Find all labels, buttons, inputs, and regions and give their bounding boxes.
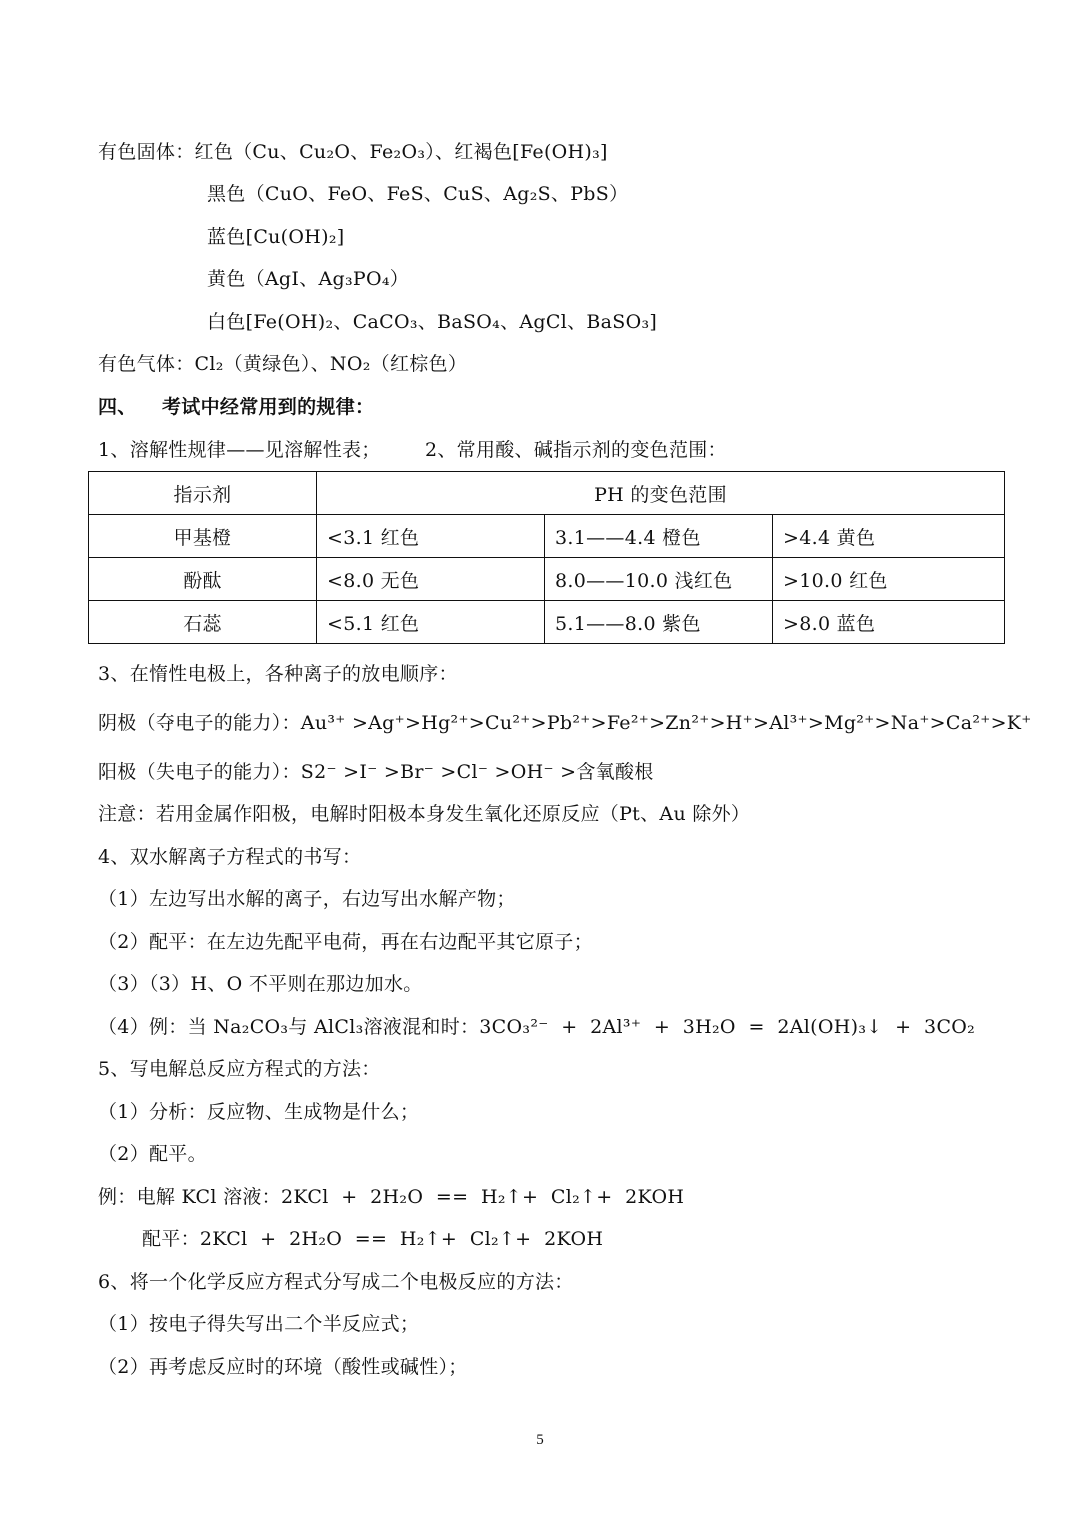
colored-solids-label: 有色固体： [98,141,195,163]
table-row [89,515,1005,558]
rule-6-step-2: （2）再考虑反应时的环境（酸性或碱性）； [98,1356,468,1378]
range-high: >8.0 蓝色 [773,601,1005,644]
indicator-name: 石蕊 [89,601,317,644]
table-header-row [89,472,1005,515]
rule-6-step-1: （1）按电子得失写出二个半反应式； [98,1313,420,1335]
anode-order: 阳极（失电子的能力）：S2⁻ >I⁻ >Br⁻ >Cl⁻ >OH⁻ >含氧酸根 [98,761,654,783]
table-row [89,601,1005,644]
rule-6-title: 6、将一个化学反应方程式分写成二个电极反应的方法： [98,1271,574,1293]
section-4-title: 考试中经常用到的规律： [162,396,375,418]
indicator-name: 甲基橙 [89,515,317,558]
range-mid: 8.0——10.0 浅红色 [545,558,773,601]
colored-solids-red-text: 红色（Cu、Cu₂O、Fe₂O₃）、红褐色[Fe(OH)₃] [194,141,608,163]
range-mid: 5.1——8.0 紫色 [545,601,773,644]
colored-gases: 有色气体：Cl₂（黄绿色）、NO₂（红棕色） [98,353,468,375]
header-ph-range: PH 的变色范围 [317,472,1005,515]
colored-solids-red [98,139,608,165]
rule-4-step-1: （1）左边写出水解的离子，右边写出水解产物； [98,888,516,910]
table-row [89,558,1005,601]
range-mid: 3.1——4.4 橙色 [545,515,773,558]
colored-solids-black: 黑色（CuO、FeO、FeS、CuS、Ag₂S、PbS） [207,183,629,205]
range-low: <3.1 红色 [317,515,545,558]
rule-5-step-1: （1）分析：反应物、生成物是什么； [98,1101,420,1123]
section-4-heading [98,394,374,420]
rule-4-step-3: （3）（3）H、O 不平则在那边加水。 [98,973,423,995]
indicator-table [88,471,1005,644]
rule-5-example: 例：电解 KCl 溶液：2KCl + 2H₂O == H₂↑+ Cl₂↑+ 2KOH [98,1186,685,1208]
colored-solids-white: 白色[Fe(OH)₂、CaCO₃、BaSO₄、AgCl、BaSO₃] [207,311,658,333]
section-4-number: 四、 [98,396,137,418]
colored-solids-blue: 蓝色[Cu(OH)₂] [207,226,345,248]
range-high: >10.0 红色 [773,558,1005,601]
page-number: 5 [536,1432,544,1448]
rule-5-step-2: （2）配平。 [98,1143,207,1165]
rule-3-title: 3、在惰性电极上，各种离子的放电顺序： [98,663,458,685]
rule-4-title: 4、双水解离子方程式的书写： [98,846,362,868]
rule-4-step-4: （4）例：当 Na₂CO₃与 AlCl₃溶液混和时：3CO₃²⁻ + 2Al³⁺ + 3H₂O = 2Al(OH)₃↓ + 3CO₂ [98,1016,976,1038]
rule-5-balanced: 配平：2KCl + 2H₂O == H₂↑+ Cl₂↑+ 2KOH [142,1228,604,1250]
range-low: <5.1 红色 [317,601,545,644]
rule-1-2: 1、溶解性规律——见溶解性表； 2、常用酸、碱指示剂的变色范围： [98,439,727,461]
cathode-order: 阴极（夺电子的能力）：Au³⁺ >Ag⁺>Hg²⁺>Cu²⁺>Pb²⁺>Fe²⁺>Zn²⁺>H⁺>Al³⁺>Mg²⁺>Na⁺>Ca²⁺>K⁺ [98,712,1032,734]
range-low: <8.0 无色 [317,558,545,601]
colored-solids-yellow: 黄色（AgI、Ag₃PO₄） [207,268,410,290]
range-high: >4.4 黄色 [773,515,1005,558]
rule-5-title: 5、写电解总反应方程式的方法： [98,1058,381,1080]
rule-4-step-2: （2）配平：在左边先配平电荷，再在右边配平其它原子； [98,931,593,953]
header-indicator: 指示剂 [89,472,317,515]
indicator-name: 酚酞 [89,558,317,601]
anode-note: 注意：若用金属作阳极，电解时阳极本身发生氧化还原反应（Pt、Au 除外） [98,803,751,825]
